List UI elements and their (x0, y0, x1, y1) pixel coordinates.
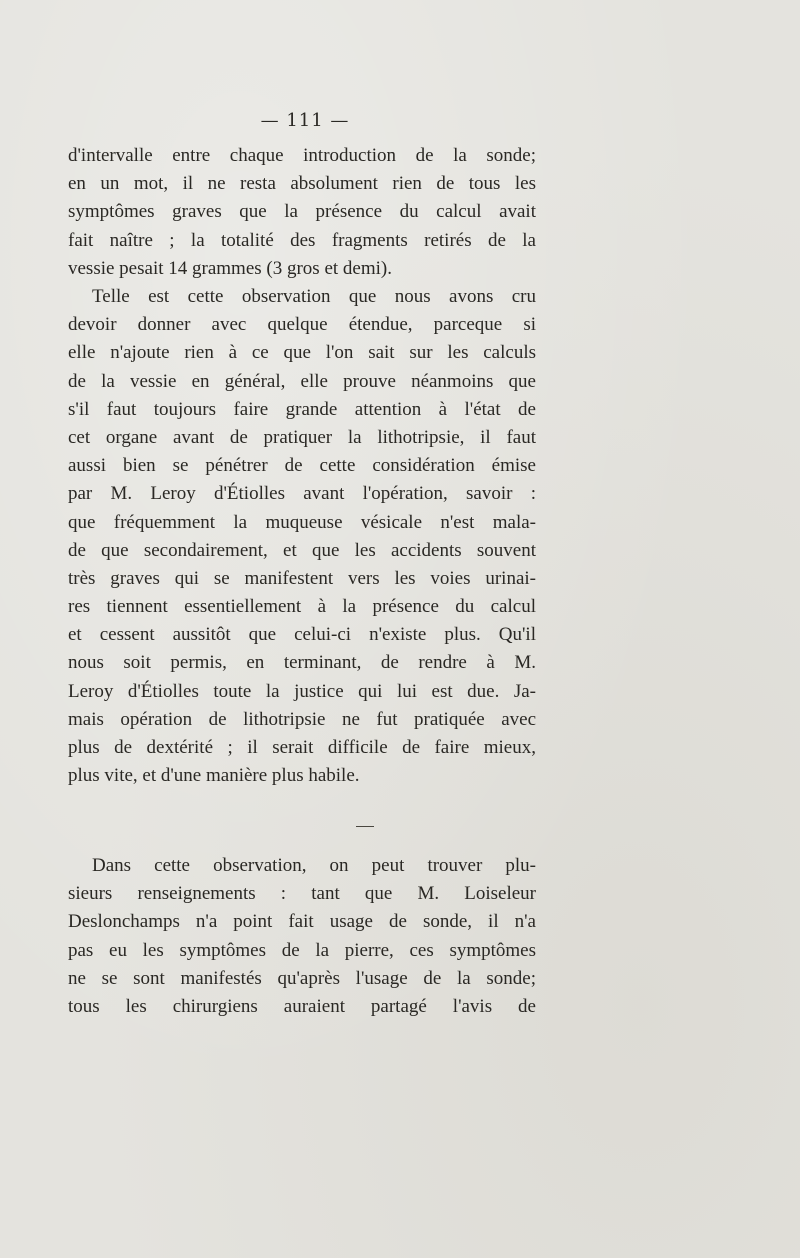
text-line: que fréquemment la muqueuse vésicale n'est mala- (68, 511, 536, 533)
text-line: res tiennent essentiellement à la présence du calcul (68, 596, 536, 618)
page-number-header: — 111 — (260, 110, 350, 131)
text-line: de la vessie en général, elle prouve néanmoins que (68, 370, 536, 392)
text-line: mais opération de lithotripsie ne fut pratiquée avec (68, 708, 536, 730)
paragraph-continued (68, 142, 536, 283)
text-line: par M. Leroy d'Étiolles avant l'opération, savoir : (68, 483, 536, 505)
text-line: très graves qui se manifestent vers les voies urinai- (68, 567, 536, 589)
text-line: vessie pesait 14 grammes (3 gros et demi). (68, 257, 392, 279)
text-line: elle n'ajoute rien à ce que l'on sait sur les calculs (68, 342, 536, 364)
text-line: tous les chirurgiens auraient partagé l'avis de (68, 995, 536, 1017)
text-line: cet organe avant de pratiquer la lithotripsie, il faut (68, 426, 536, 448)
text-line: fait naître ; la totalité des fragments retirés de la (68, 229, 536, 251)
text-line: d'intervalle entre chaque introduction de la sonde; (68, 145, 536, 166)
text-line: nous soit permis, en terminant, de rendre à M. (68, 652, 536, 674)
text-line: plus vite, et d'une manière plus habile. (68, 765, 360, 787)
text-line: aussi bien se pénétrer de cette considération émise (68, 455, 536, 477)
text-line: en un mot, il ne resta absolument rien de tous les (68, 173, 536, 195)
text-line: s'il faut toujours faire grande attention à l'état de (68, 398, 536, 420)
text-line: sieurs renseignements : tant que M. Loiseleur (68, 883, 536, 905)
paragraph-3 (68, 852, 536, 1021)
text-line: de que secondairement, et que les accidents souvent (68, 539, 536, 561)
text-line: symptômes graves que la présence du calcul avait (68, 201, 536, 223)
text-line: pas eu les symptômes de la pierre, ces symptômes (68, 939, 536, 961)
text-line: Dans cette observation, on peut trouver plu- (92, 855, 536, 876)
text-line: et cessent aussitôt que celui-ci n'existe plus. Qu'il (68, 624, 536, 646)
text-line: ne se sont manifestés qu'après l'usage de la sonde; (68, 967, 536, 989)
text-line: Deslonchamps n'a point fait usage de sonde, il n'a (68, 911, 536, 933)
text-line: Telle est cette observation que nous avons cru (92, 286, 536, 307)
paragraph-2 (68, 283, 536, 790)
text-line: plus de dextérité ; il serait difficile de faire mieux, (68, 737, 536, 758)
text-line: devoir donner avec quelque étendue, parceque si (68, 314, 536, 336)
section-separator (356, 826, 374, 827)
text-line: Leroy d'Étiolles toute la justice qui lui est due. Ja- (68, 680, 536, 702)
